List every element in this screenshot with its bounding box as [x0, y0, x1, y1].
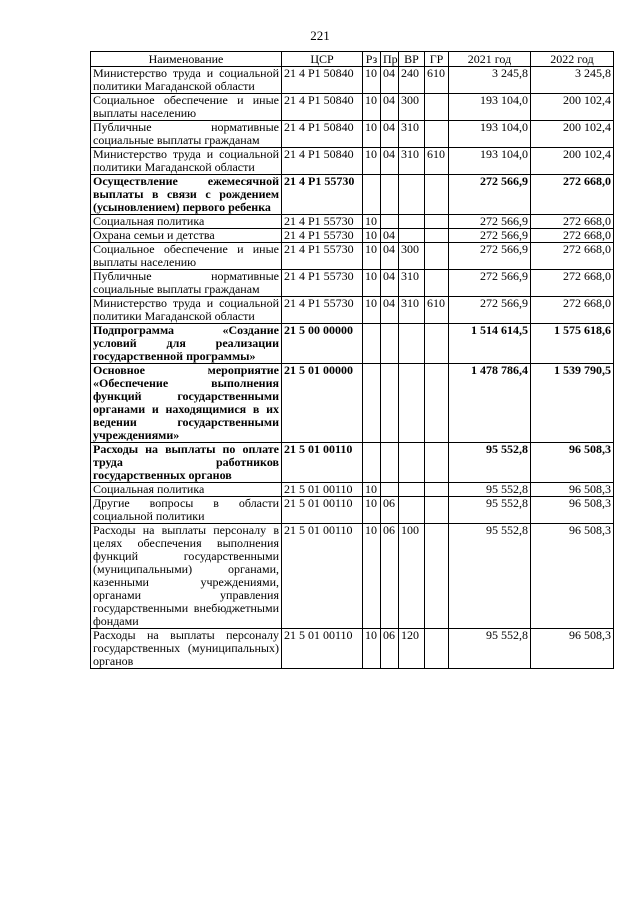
- header-2021: 2021 год: [449, 52, 531, 67]
- cell-name: Публичные нормативные социальные выплаты гражданам: [91, 121, 282, 148]
- cell-gr: 610: [425, 148, 449, 175]
- cell-name: Публичные нормативные социальные выплаты гражданам: [91, 270, 282, 297]
- cell-2022: 200 102,4: [531, 121, 614, 148]
- cell-2021: 193 104,0: [449, 94, 531, 121]
- cell-rz: [363, 324, 381, 364]
- table-row: [91, 443, 614, 483]
- table-row: [91, 94, 614, 121]
- table-row: [91, 148, 614, 175]
- cell-vr: 310: [399, 270, 425, 297]
- table-row: [91, 215, 614, 229]
- cell-name: Охрана семьи и детства: [91, 229, 282, 243]
- cell-gr: [425, 121, 449, 148]
- cell-gr: [425, 629, 449, 669]
- cell-pr: [381, 443, 399, 483]
- cell-rz: [363, 364, 381, 443]
- cell-2021: 95 552,8: [449, 629, 531, 669]
- cell-vr: 300: [399, 243, 425, 270]
- cell-pr: 04: [381, 67, 399, 94]
- table-row: [91, 483, 614, 497]
- cell-2021: 272 566,9: [449, 243, 531, 270]
- cell-2022: 272 668,0: [531, 270, 614, 297]
- cell-name: Социальное обеспечение и иные выплаты населению: [91, 243, 282, 270]
- cell-2021: 193 104,0: [449, 148, 531, 175]
- cell-gr: [425, 324, 449, 364]
- page-number: 221: [310, 28, 330, 43]
- cell-2022: 200 102,4: [531, 148, 614, 175]
- cell-csr: 21 4 P1 55730: [282, 270, 363, 297]
- cell-2022: 272 668,0: [531, 229, 614, 243]
- header-pr: Пр: [381, 52, 399, 67]
- cell-csr: 21 4 P1 55730: [282, 243, 363, 270]
- cell-csr: 21 5 01 00000: [282, 364, 363, 443]
- cell-vr: [399, 229, 425, 243]
- cell-name: Основное мероприятие «Обеспечение выполнения функций государственными органами и находящимися в их ведении государственными учреждениями»: [91, 364, 282, 443]
- cell-csr: 21 5 01 00110: [282, 483, 363, 497]
- cell-vr: 100: [399, 524, 425, 629]
- header-name: Наименование: [91, 52, 282, 67]
- cell-2022: 96 508,3: [531, 483, 614, 497]
- cell-pr: 04: [381, 297, 399, 324]
- cell-name: Расходы на выплаты персоналу государственных (муниципальных) органов: [91, 629, 282, 669]
- cell-csr: 21 4 P1 55730: [282, 229, 363, 243]
- header-gr: ГР: [425, 52, 449, 67]
- cell-vr: 120: [399, 629, 425, 669]
- cell-csr: 21 5 01 00110: [282, 443, 363, 483]
- cell-csr: 21 4 P1 50840: [282, 148, 363, 175]
- table-row: [91, 229, 614, 243]
- cell-2022: 272 668,0: [531, 175, 614, 215]
- cell-2021: 95 552,8: [449, 524, 531, 629]
- cell-pr: [381, 175, 399, 215]
- cell-name: Министерство труда и социальной политики Магаданской области: [91, 148, 282, 175]
- cell-2021: 272 566,9: [449, 297, 531, 324]
- cell-pr: 06: [381, 629, 399, 669]
- cell-2021: 272 566,9: [449, 270, 531, 297]
- cell-csr: 21 5 00 00000: [282, 324, 363, 364]
- cell-gr: [425, 524, 449, 629]
- cell-name: Министерство труда и социальной политики Магаданской области: [91, 297, 282, 324]
- cell-csr: 21 4 P1 50840: [282, 67, 363, 94]
- cell-gr: [425, 270, 449, 297]
- cell-name: Другие вопросы в области социальной политики: [91, 497, 282, 524]
- cell-vr: 310: [399, 121, 425, 148]
- header-vr: ВР: [399, 52, 425, 67]
- cell-2022: 200 102,4: [531, 94, 614, 121]
- cell-vr: [399, 497, 425, 524]
- table-body: [91, 67, 614, 669]
- cell-pr: 06: [381, 497, 399, 524]
- cell-gr: 610: [425, 297, 449, 324]
- cell-csr: 21 4 P1 55730: [282, 297, 363, 324]
- cell-2022: 1 575 618,6: [531, 324, 614, 364]
- cell-csr: 21 5 01 00110: [282, 524, 363, 629]
- cell-2022: 272 668,0: [531, 215, 614, 229]
- cell-2021: 95 552,8: [449, 443, 531, 483]
- cell-rz: 10: [363, 94, 381, 121]
- cell-rz: 10: [363, 629, 381, 669]
- cell-2021: 193 104,0: [449, 121, 531, 148]
- cell-name: Социальная политика: [91, 483, 282, 497]
- cell-rz: 10: [363, 270, 381, 297]
- cell-pr: [381, 483, 399, 497]
- cell-gr: [425, 175, 449, 215]
- cell-name: Министерство труда и социальной политики Магаданской области: [91, 67, 282, 94]
- table-row: [91, 270, 614, 297]
- cell-2022: 96 508,3: [531, 629, 614, 669]
- cell-2022: 96 508,3: [531, 497, 614, 524]
- cell-rz: 10: [363, 215, 381, 229]
- cell-name: Социальная политика: [91, 215, 282, 229]
- cell-csr: 21 4 P1 50840: [282, 121, 363, 148]
- cell-pr: 04: [381, 229, 399, 243]
- cell-pr: [381, 324, 399, 364]
- cell-csr: 21 4 P1 50840: [282, 94, 363, 121]
- cell-name: Осуществление ежемесячной выплаты в связи с рождением (усыновлением) первого ребенка: [91, 175, 282, 215]
- cell-vr: 300: [399, 94, 425, 121]
- cell-pr: 06: [381, 524, 399, 629]
- cell-2021: 1 514 614,5: [449, 324, 531, 364]
- cell-rz: 10: [363, 67, 381, 94]
- budget-table: [90, 51, 614, 669]
- cell-pr: 04: [381, 270, 399, 297]
- cell-vr: [399, 483, 425, 497]
- cell-gr: [425, 229, 449, 243]
- cell-2021: 95 552,8: [449, 483, 531, 497]
- cell-vr: [399, 443, 425, 483]
- cell-vr: [399, 215, 425, 229]
- cell-2022: 3 245,8: [531, 67, 614, 94]
- cell-pr: 04: [381, 148, 399, 175]
- cell-vr: [399, 324, 425, 364]
- cell-csr: 21 5 01 00110: [282, 629, 363, 669]
- cell-name: Подпрограмма «Создание условий для реализации государственной программы»: [91, 324, 282, 364]
- table-row: [91, 629, 614, 669]
- cell-rz: [363, 175, 381, 215]
- cell-2021: 95 552,8: [449, 497, 531, 524]
- cell-gr: [425, 364, 449, 443]
- cell-csr: 21 4 P1 55730: [282, 215, 363, 229]
- cell-gr: [425, 443, 449, 483]
- table-row: [91, 121, 614, 148]
- table-row: [91, 497, 614, 524]
- cell-2021: 3 245,8: [449, 67, 531, 94]
- table-row: [91, 324, 614, 364]
- cell-name: Социальное обеспечение и иные выплаты населению: [91, 94, 282, 121]
- cell-rz: 10: [363, 524, 381, 629]
- cell-rz: 10: [363, 297, 381, 324]
- cell-rz: 10: [363, 148, 381, 175]
- cell-csr: 21 5 01 00110: [282, 497, 363, 524]
- cell-vr: [399, 364, 425, 443]
- cell-gr: [425, 497, 449, 524]
- cell-pr: 04: [381, 243, 399, 270]
- cell-vr: [399, 175, 425, 215]
- header-2022: 2022 год: [531, 52, 614, 67]
- cell-2022: 272 668,0: [531, 297, 614, 324]
- table-row: [91, 67, 614, 94]
- cell-pr: 04: [381, 121, 399, 148]
- cell-gr: [425, 483, 449, 497]
- cell-2022: 272 668,0: [531, 243, 614, 270]
- cell-pr: 04: [381, 94, 399, 121]
- table-header-row: [91, 52, 614, 67]
- cell-2022: 1 539 790,5: [531, 364, 614, 443]
- cell-gr: [425, 94, 449, 121]
- table-row: [91, 524, 614, 629]
- cell-rz: 10: [363, 229, 381, 243]
- cell-2022: 96 508,3: [531, 443, 614, 483]
- header-rz: Рз: [363, 52, 381, 67]
- cell-name: Расходы на выплаты персоналу в целях обеспечения выполнения функций государственными (муниципальными) органами, казенными учреждениями, органами управления государственными внебюджетными фондами: [91, 524, 282, 629]
- table-row: [91, 364, 614, 443]
- cell-rz: 10: [363, 483, 381, 497]
- cell-gr: 610: [425, 67, 449, 94]
- cell-vr: 310: [399, 148, 425, 175]
- cell-pr: [381, 364, 399, 443]
- cell-vr: 240: [399, 67, 425, 94]
- cell-2021: 272 566,9: [449, 175, 531, 215]
- cell-2021: 1 478 786,4: [449, 364, 531, 443]
- header-csr: ЦСР: [282, 52, 363, 67]
- cell-rz: [363, 443, 381, 483]
- table-row: [91, 297, 614, 324]
- cell-vr: 310: [399, 297, 425, 324]
- cell-name: Расходы на выплаты по оплате труда работников государственных органов: [91, 443, 282, 483]
- cell-gr: [425, 215, 449, 229]
- cell-rz: 10: [363, 121, 381, 148]
- cell-pr: [381, 215, 399, 229]
- cell-csr: 21 4 P1 55730: [282, 175, 363, 215]
- table-row: [91, 175, 614, 215]
- cell-rz: 10: [363, 243, 381, 270]
- table-row: [91, 243, 614, 270]
- cell-gr: [425, 243, 449, 270]
- cell-rz: 10: [363, 497, 381, 524]
- cell-2022: 96 508,3: [531, 524, 614, 629]
- cell-2021: 272 566,9: [449, 229, 531, 243]
- cell-2021: 272 566,9: [449, 215, 531, 229]
